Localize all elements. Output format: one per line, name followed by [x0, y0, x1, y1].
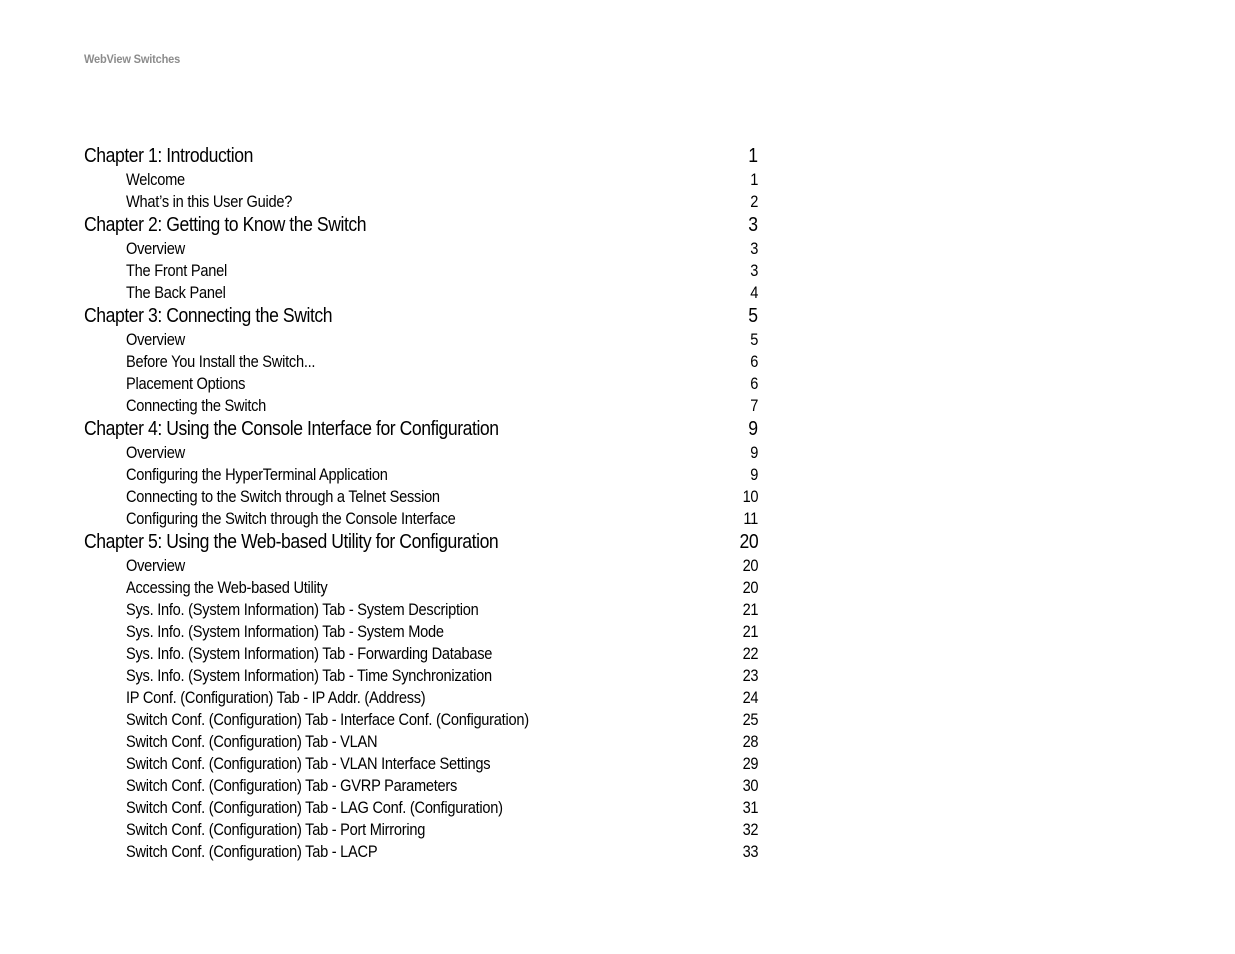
- toc-page-number: 24: [742, 688, 758, 707]
- toc-entry-title: Chapter 5: Using the Web-based Utility for Configuration: [84, 531, 499, 553]
- toc-entry-title: Welcome: [126, 170, 185, 189]
- toc-page-number: 7: [750, 396, 758, 415]
- toc-page-number: 1: [748, 145, 758, 167]
- toc-entry-title: Chapter 3: Connecting the Switch: [84, 305, 333, 327]
- toc-entry-title: Configuring the Switch through the Console Interface: [126, 509, 456, 528]
- toc-section-entry[interactable]: [84, 464, 758, 486]
- table-of-contents: [84, 144, 758, 863]
- toc-entry-title: Chapter 4: Using the Console Interface for Configuration: [84, 418, 499, 440]
- toc-entry-title: Configuring the HyperTerminal Application: [126, 465, 388, 484]
- toc-entry-title: Before You Install the Switch...: [126, 352, 316, 371]
- toc-section-entry[interactable]: [84, 775, 758, 797]
- toc-section-entry[interactable]: [84, 841, 758, 863]
- toc-page-number: 10: [742, 487, 758, 506]
- toc-entry-title: Accessing the Web-based Utility: [126, 578, 328, 597]
- toc-chapter-entry[interactable]: [84, 304, 758, 329]
- toc-section-entry[interactable]: [84, 486, 758, 508]
- toc-page-number: 2: [750, 192, 758, 211]
- toc-page-number: 30: [742, 776, 758, 795]
- toc-entry-title: The Front Panel: [126, 261, 227, 280]
- toc-page-number: 29: [742, 754, 758, 773]
- toc-entry-title: Switch Conf. (Configuration) Tab - VLAN: [126, 732, 378, 751]
- toc-section-entry[interactable]: [84, 599, 758, 621]
- toc-entry-title: Switch Conf. (Configuration) Tab - LACP: [126, 842, 378, 861]
- toc-chapter-entry[interactable]: [84, 530, 758, 555]
- toc-entry-title: The Back Panel: [126, 283, 226, 302]
- toc-page-number: 23: [742, 666, 758, 685]
- toc-section-entry[interactable]: [84, 169, 758, 191]
- toc-entry-title: Switch Conf. (Configuration) Tab - LAG Conf. (Configuration): [126, 798, 503, 817]
- toc-page-number: 32: [742, 820, 758, 839]
- toc-chapter-entry[interactable]: [84, 417, 758, 442]
- toc-section-entry[interactable]: [84, 555, 758, 577]
- toc-page-number: 3: [748, 214, 758, 236]
- toc-section-entry[interactable]: [84, 643, 758, 665]
- toc-page-number: 20: [739, 531, 758, 553]
- toc-page-number: 31: [742, 798, 758, 817]
- running-header: WebView Switches: [84, 52, 181, 66]
- toc-section-entry[interactable]: [84, 577, 758, 599]
- toc-entry-title: Sys. Info. (System Information) Tab - Time Synchronization: [126, 666, 492, 685]
- toc-entry-title: Switch Conf. (Configuration) Tab - Port Mirroring: [126, 820, 426, 839]
- toc-section-entry[interactable]: [84, 819, 758, 841]
- toc-section-entry[interactable]: [84, 329, 758, 351]
- toc-entry-title: Connecting the Switch: [126, 396, 267, 415]
- toc-section-entry[interactable]: [84, 731, 758, 753]
- toc-entry-title: Switch Conf. (Configuration) Tab - VLAN Interface Settings: [126, 754, 491, 773]
- toc-page-number: 9: [750, 443, 758, 462]
- toc-page-number: 3: [750, 261, 758, 280]
- toc-page-number: 25: [742, 710, 758, 729]
- toc-page-number: 20: [742, 578, 758, 597]
- toc-section-entry[interactable]: [84, 442, 758, 464]
- toc-entry-title: IP Conf. (Configuration) Tab - IP Addr. (Address): [126, 688, 426, 707]
- toc-page-number: 1: [750, 170, 758, 189]
- toc-entry-title: What’s in this User Guide?: [126, 192, 293, 211]
- toc-entry-title: Switch Conf. (Configuration) Tab - Interface Conf. (Configuration): [126, 710, 529, 729]
- toc-section-entry[interactable]: [84, 687, 758, 709]
- toc-section-entry[interactable]: [84, 191, 758, 213]
- toc-page-number: 3: [750, 239, 758, 258]
- toc-chapter-entry[interactable]: [84, 144, 758, 169]
- toc-section-entry[interactable]: [84, 238, 758, 260]
- toc-page-number: 6: [750, 352, 758, 371]
- toc-section-entry[interactable]: [84, 395, 758, 417]
- toc-chapter-entry[interactable]: [84, 213, 758, 238]
- toc-section-entry[interactable]: [84, 260, 758, 282]
- toc-page-number: 22: [742, 644, 758, 663]
- toc-section-entry[interactable]: [84, 373, 758, 395]
- toc-entry-title: Overview: [126, 330, 185, 349]
- toc-page-number: 21: [742, 622, 758, 641]
- toc-page-number: 21: [742, 600, 758, 619]
- toc-page-number: 5: [748, 305, 758, 327]
- toc-page-number: 33: [742, 842, 758, 861]
- toc-page-number: 9: [750, 465, 758, 484]
- toc-section-entry[interactable]: [84, 665, 758, 687]
- toc-entry-title: Connecting to the Switch through a Telnet Session: [126, 487, 440, 506]
- toc-entry-title: Chapter 2: Getting to Know the Switch: [84, 214, 367, 236]
- toc-section-entry[interactable]: [84, 282, 758, 304]
- toc-section-entry[interactable]: [84, 709, 758, 731]
- toc-entry-title: Switch Conf. (Configuration) Tab - GVRP Parameters: [126, 776, 458, 795]
- toc-page-number: 6: [750, 374, 758, 393]
- toc-page-number: 20: [742, 556, 758, 575]
- toc-section-entry[interactable]: [84, 351, 758, 373]
- toc-entry-title: Sys. Info. (System Information) Tab - System Mode: [126, 622, 444, 641]
- toc-section-entry[interactable]: [84, 621, 758, 643]
- toc-entry-title: Placement Options: [126, 374, 246, 393]
- toc-entry-title: Sys. Info. (System Information) Tab - System Description: [126, 600, 479, 619]
- toc-section-entry[interactable]: [84, 508, 758, 530]
- toc-section-entry[interactable]: [84, 753, 758, 775]
- toc-entry-title: Chapter 1: Introduction: [84, 145, 253, 167]
- toc-entry-title: Overview: [126, 239, 185, 258]
- toc-entry-title: Sys. Info. (System Information) Tab - Forwarding Database: [126, 644, 493, 663]
- toc-section-entry[interactable]: [84, 797, 758, 819]
- toc-page-number: 9: [748, 418, 758, 440]
- toc-page-number: 5: [750, 330, 758, 349]
- toc-page-number: 28: [742, 732, 758, 751]
- toc-entry-title: Overview: [126, 556, 185, 575]
- toc-page-number: 4: [750, 283, 758, 302]
- toc-page-number: 11: [743, 509, 758, 528]
- toc-entry-title: Overview: [126, 443, 185, 462]
